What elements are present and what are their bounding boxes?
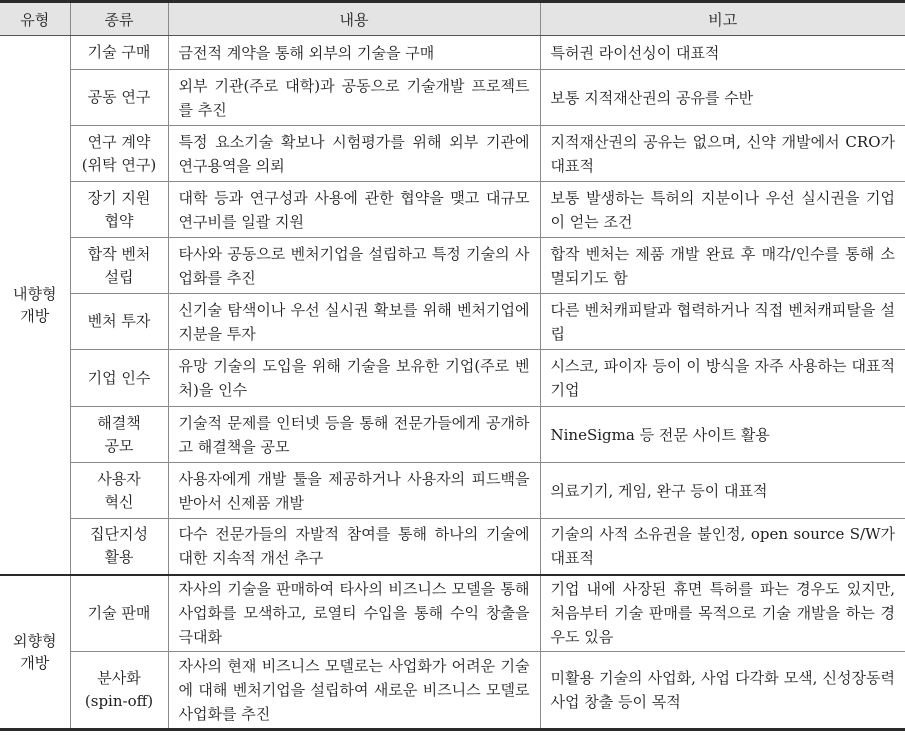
note-cell: NineSigma 등 전문 사이트 활용 <box>540 407 905 463</box>
kind-cell: 벤처 투자 <box>70 294 168 350</box>
note-cell: 기술의 사적 소유권을 불인정, open source S/W가 대표적 <box>540 519 905 575</box>
header-note: 비고 <box>540 2 905 36</box>
header-type: 유형 <box>0 2 70 36</box>
kind-cell: 장기 지원 협약 <box>70 182 168 238</box>
kind-cell: 분사화 (spin-off) <box>70 652 168 730</box>
note-cell: 다른 벤처캐피탈과 협력하거나 직접 벤처캐피탈을 설립 <box>540 294 905 350</box>
table-row <box>0 463 905 519</box>
content-cell: 기술적 문제를 인터넷 등을 통해 전문가들에게 공개하고 해결책을 공모 <box>168 407 540 463</box>
table-row <box>0 126 905 182</box>
kind-cell: 기업 인수 <box>70 350 168 407</box>
content-cell: 다수 전문가들의 자발적 참여를 통해 하나의 기술에 대한 지속적 개선 추구 <box>168 519 540 575</box>
content-cell: 타사와 공동으로 벤처기업을 설립하고 특정 기술의 사업화를 추진 <box>168 238 540 294</box>
note-cell: 특허권 라이선싱이 대표적 <box>540 36 905 70</box>
table-row <box>0 238 905 294</box>
kind-cell: 기술 판매 <box>70 575 168 652</box>
note-cell: 의료기기, 게임, 완구 등이 대표적 <box>540 463 905 519</box>
kind-cell: 공동 연구 <box>70 70 168 126</box>
table-row <box>0 350 905 407</box>
note-cell: 미활용 기술의 사업화, 사업 다각화 모색, 신성장동력 사업 창출 등이 목적 <box>540 652 905 730</box>
content-cell: 금전적 계약을 통해 외부의 기술을 구매 <box>168 36 540 70</box>
note-cell: 지적재산권의 공유는 없으며, 신약 개발에서 CRO가 대표적 <box>540 126 905 182</box>
table-row <box>0 519 905 575</box>
content-cell: 사용자에게 개발 툴을 제공하거나 사용자의 피드백을 받아서 신제품 개발 <box>168 463 540 519</box>
kind-cell: 사용자 혁신 <box>70 463 168 519</box>
header-kind: 종류 <box>70 2 168 36</box>
content-cell: 자사의 기술을 판매하여 타사의 비즈니스 모델을 통해 사업화를 모색하고, 로열티 수입을 통해 수익 창출을 극대화 <box>168 575 540 652</box>
note-cell: 합작 벤처는 제품 개발 완료 후 매각/인수를 통해 소멸되기도 함 <box>540 238 905 294</box>
type-cell-inbound: 내향형 개방 <box>0 36 70 575</box>
kind-cell: 합작 벤처 설립 <box>70 238 168 294</box>
note-cell: 기업 내에 사장된 휴면 특허를 파는 경우도 있지만, 처음부터 기술 판매를 목적으로 기술 개발을 하는 경우도 있음 <box>540 575 905 652</box>
content-cell: 유망 기술의 도입을 위해 기술을 보유한 기업(주로 벤처)을 인수 <box>168 350 540 407</box>
note-cell: 시스코, 파이자 등이 이 방식을 자주 사용하는 대표적 기업 <box>540 350 905 407</box>
kind-cell: 집단지성 활용 <box>70 519 168 575</box>
content-cell: 대학 등과 연구성과 사용에 관한 협약을 맺고 대규모 연구비를 일괄 지원 <box>168 182 540 238</box>
kind-cell: 기술 구매 <box>70 36 168 70</box>
kind-cell: 연구 계약 (위탁 연구) <box>70 126 168 182</box>
content-cell: 신기술 탐색이나 우선 실시권 확보를 위해 벤처기업에 지분을 투자 <box>168 294 540 350</box>
table-row <box>0 182 905 238</box>
table-row <box>0 407 905 463</box>
table-row <box>0 652 905 730</box>
content-cell: 외부 기관(주로 대학)과 공동으로 기술개발 프로젝트를 추진 <box>168 70 540 126</box>
table-row <box>0 294 905 350</box>
table-row <box>0 70 905 126</box>
note-cell: 보통 지적재산권의 공유를 수반 <box>540 70 905 126</box>
type-cell-outbound: 외향형 개방 <box>0 575 70 730</box>
header-row <box>0 2 905 36</box>
content-cell: 자사의 현재 비즈니스 모델로는 사업화가 어려운 기술에 대해 벤처기업을 설립하여 새로운 비즈니스 모델로 사업화를 추진 <box>168 652 540 730</box>
header-content: 내용 <box>168 2 540 36</box>
note-cell: 보통 발생하는 특허의 지분이나 우선 실시권을 기업이 얻는 조건 <box>540 182 905 238</box>
table-row <box>0 575 905 652</box>
content-cell: 특정 요소기술 확보나 시험평가를 위해 외부 기관에 연구용역을 의뢰 <box>168 126 540 182</box>
table-row <box>0 36 905 70</box>
kind-cell: 해결책 공모 <box>70 407 168 463</box>
